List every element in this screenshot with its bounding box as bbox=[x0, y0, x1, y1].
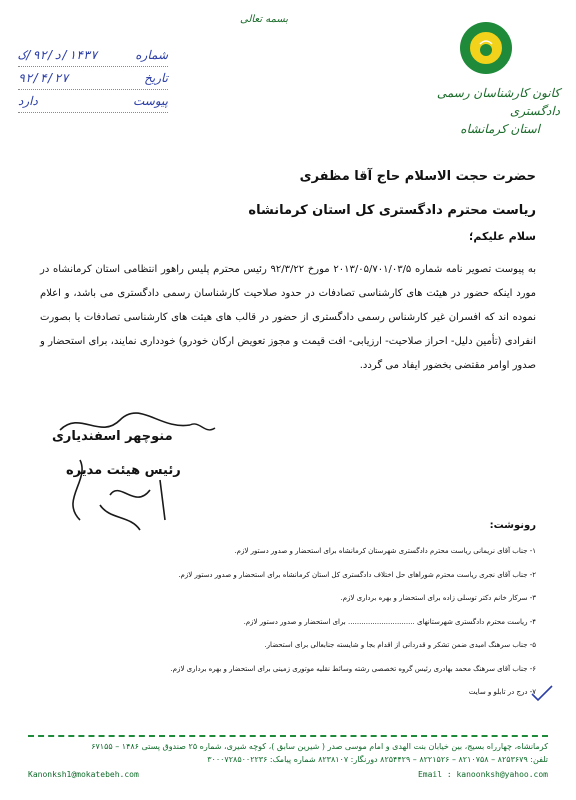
footer-emails bbox=[28, 768, 548, 781]
cc-item: ۳- سرکار خانم دکتر توسلی زاده برای استحضار و بهره برداری لازم. bbox=[340, 594, 536, 602]
footer bbox=[28, 740, 548, 781]
footer-phones: تلفن: ۸۲۵۳۶۷۹ – ۸۲۱۰۷۵۸ – ۸۲۲۱۵۲۶ – ۸۲۵۴۴۲۹ دورنگار: ۸۲۳۸۱۰۷ شماره پیامک: ۳۰۰۰۷۲۸۵۰۰۲۲۳۶ bbox=[207, 755, 548, 764]
ref-number-value: ۱۴۳۷/د/۹۲/ک bbox=[18, 48, 98, 62]
ref-date-row bbox=[18, 67, 168, 90]
ref-attachment-label: پیوست bbox=[133, 94, 168, 108]
signature-block bbox=[52, 420, 212, 488]
cc-item: ۵- جناب سرهنگ امیدی ضمن تشکر و قدردانی از اقدام بجا و شایسته جنابعالی برای استحضار. bbox=[264, 641, 536, 649]
organization-logo bbox=[458, 20, 514, 76]
bismillah: بسمه تعالی bbox=[240, 14, 289, 25]
cc-list bbox=[40, 540, 536, 705]
ref-number-row bbox=[18, 44, 168, 67]
ref-date-value: ۹۲/۴/۲۷ bbox=[18, 71, 69, 85]
cc-item: ۷- درج در تابلو و سایت bbox=[468, 688, 536, 696]
ref-attachment-row bbox=[18, 90, 168, 113]
signatory-name: منوچهر اسفندیاری bbox=[52, 429, 173, 444]
footer-address: کرمانشاه، چهارراه بسیج، بین خیابان بنت الهدی و امام موسی صدر ( شیرین سابق )، کوچه شیری، شماره ۲۵ صندوق پستی ۱۴۸۶ – ۶۷۱۵۵ bbox=[91, 742, 548, 751]
signatory-title: رئیس هیئت مدیره bbox=[66, 463, 181, 478]
cc-item: ۲- جناب آقای نجری ریاست محترم شوراهای حل اختلاف دادگستری کل استان کرمانشاه برای استحضار و صدور دستور لازم. bbox=[178, 570, 536, 579]
recipient-block bbox=[40, 160, 536, 228]
organization-name bbox=[400, 84, 560, 138]
letter-body: به پیوست تصویر نامه شماره ۲۰۱۳/۰۵/۷۰۱/۰۳/۵ مورخ ۹۲/۳/۲۲ رئیس محترم پلیس راهور انتظامی استان کرمانشاه در مورد اینکه حضور در هیئت های کارشناسی تصادفات در حدود صلاحیت کارشناسان رسمی دادگستری می باشد، و اعلام نموده اند که افسران غیر کارشناس رسمی دادگستری از حضور در قالب های هیئت های کارشناسی تصادفات یا بصورت انفرادی (تأمین دلیل- احراز صلاحیت- ارزیابی- افت قیمت و مجوز تعویض ارکان خودرو) خودداری نمایند، برای استحضار و صدور اوامر مقتضی بخضور ایفاد می گردد. bbox=[40, 264, 537, 371]
cc-title: رونوشت: bbox=[489, 520, 536, 531]
recipient-name: حضرت حجت الاسلام حاج آقا مظفری bbox=[299, 169, 536, 184]
footer-divider bbox=[28, 735, 548, 737]
cc-item: ۴- ریاست محترم دادگستری شهرستانهای .............................. برای استحضار و صدور دستور لازم. bbox=[243, 617, 536, 626]
footer-email-1: Kanonksh1@mokatebeh.com bbox=[28, 770, 139, 779]
organization-name-line1: کانون کارشناسان رسمی دادگستری bbox=[436, 86, 560, 118]
cc-item: ۱- جناب آقای نریمانی ریاست محترم دادگستری شهرستان کرمانشاه برای استحضار و صدور دستور لازم. bbox=[234, 547, 536, 555]
ref-date-label: تاریخ bbox=[144, 71, 168, 85]
ref-number-label: شماره bbox=[135, 48, 168, 62]
letter-reference-box bbox=[18, 44, 168, 113]
checkmark-icon bbox=[530, 684, 554, 702]
organization-name-line2: استان کرمانشاه bbox=[460, 122, 540, 136]
cc-item: ۶- جناب آقای سرهنگ محمد بهادری رئیس گروه تخصصی رشته وسائط نقلیه موتوری زمینی برای استحضار و بهره برداری لازم. bbox=[170, 664, 536, 673]
ref-attachment-value: دارد bbox=[18, 94, 38, 108]
recipient-title: ریاست محترم دادگستری کل استان کرمانشاه bbox=[248, 203, 536, 218]
greeting: سلام علیکم؛ bbox=[469, 230, 536, 243]
footer-email-2: Email : kanoonksh@yahoo.com bbox=[417, 770, 548, 779]
